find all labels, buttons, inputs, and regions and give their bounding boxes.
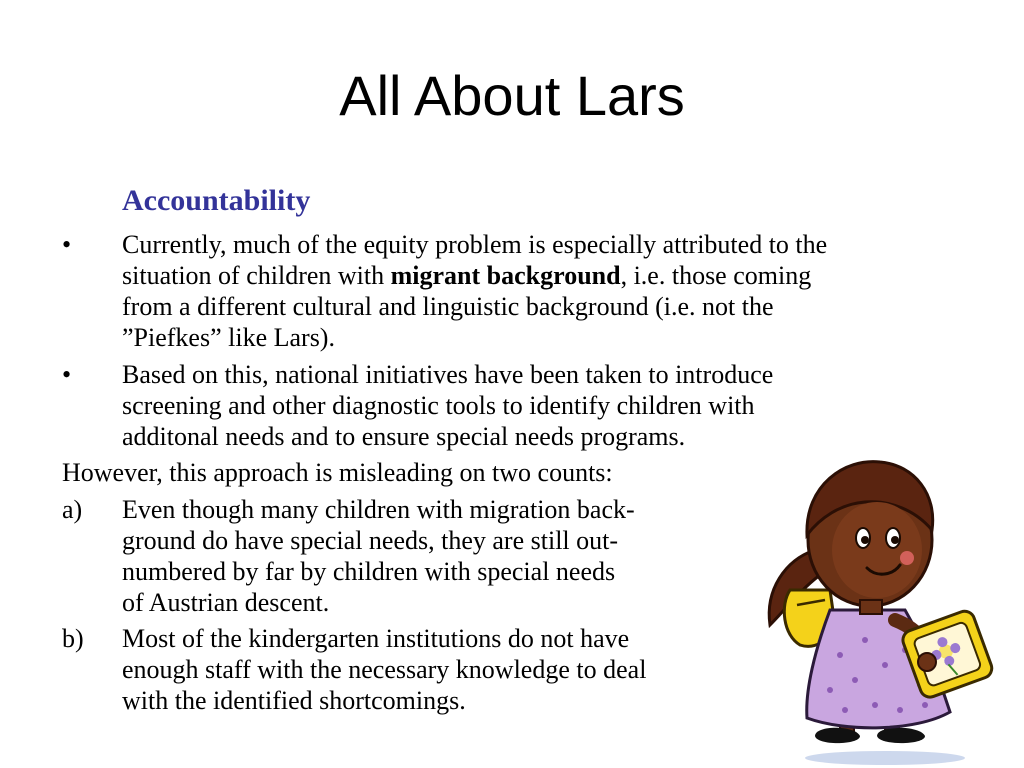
text-line: ground do have special needs, they are still out- <box>122 526 619 555</box>
paragraph-however: However, this approach is misleading on two counts: <box>62 458 613 487</box>
text-span: situation of children with <box>122 261 391 290</box>
text-line: from a different cultural and linguistic background (i.e. not the <box>122 292 774 321</box>
bullet-content <box>122 229 982 353</box>
text-line: of Austrian descent. <box>122 588 330 617</box>
text-line: Most of the kindergarten institutions do not have <box>122 624 630 653</box>
text-line: numbered by far by children with special needs <box>122 557 616 586</box>
text-line: additonal needs and to ensure special needs programs. <box>122 422 686 451</box>
bullet-marker: • <box>62 360 72 389</box>
slide-title: All About Lars <box>339 64 685 127</box>
text-line: with the identified shortcomings. <box>122 686 466 715</box>
bullet-content <box>122 359 982 452</box>
text-line: Based on this, national initiatives have been taken to introduce <box>122 360 774 389</box>
girl-with-backpack-illustration <box>745 440 1015 768</box>
text-line: screening and other diagnostic tools to identify children with <box>122 391 755 420</box>
bold-phrase: migrant background <box>390 261 621 290</box>
text-span: , i.e. those coming <box>620 261 812 290</box>
bullet-marker: • <box>62 230 72 259</box>
text-line: Currently, much of the equity problem is especially attributed to the <box>122 230 828 259</box>
enumeration-marker: a) <box>62 495 83 524</box>
enumeration-marker: b) <box>62 624 84 653</box>
text-line: ”Piefkes” like Lars). <box>122 323 335 352</box>
subheading-accountability: Accountability <box>122 184 311 217</box>
text-line: Even though many children with migration back- <box>122 495 635 524</box>
enumerated-content <box>122 623 762 716</box>
text-line <box>122 260 982 291</box>
enumerated-content <box>122 494 762 618</box>
text-line: enough staff with the necessary knowledge to deal <box>122 655 647 684</box>
